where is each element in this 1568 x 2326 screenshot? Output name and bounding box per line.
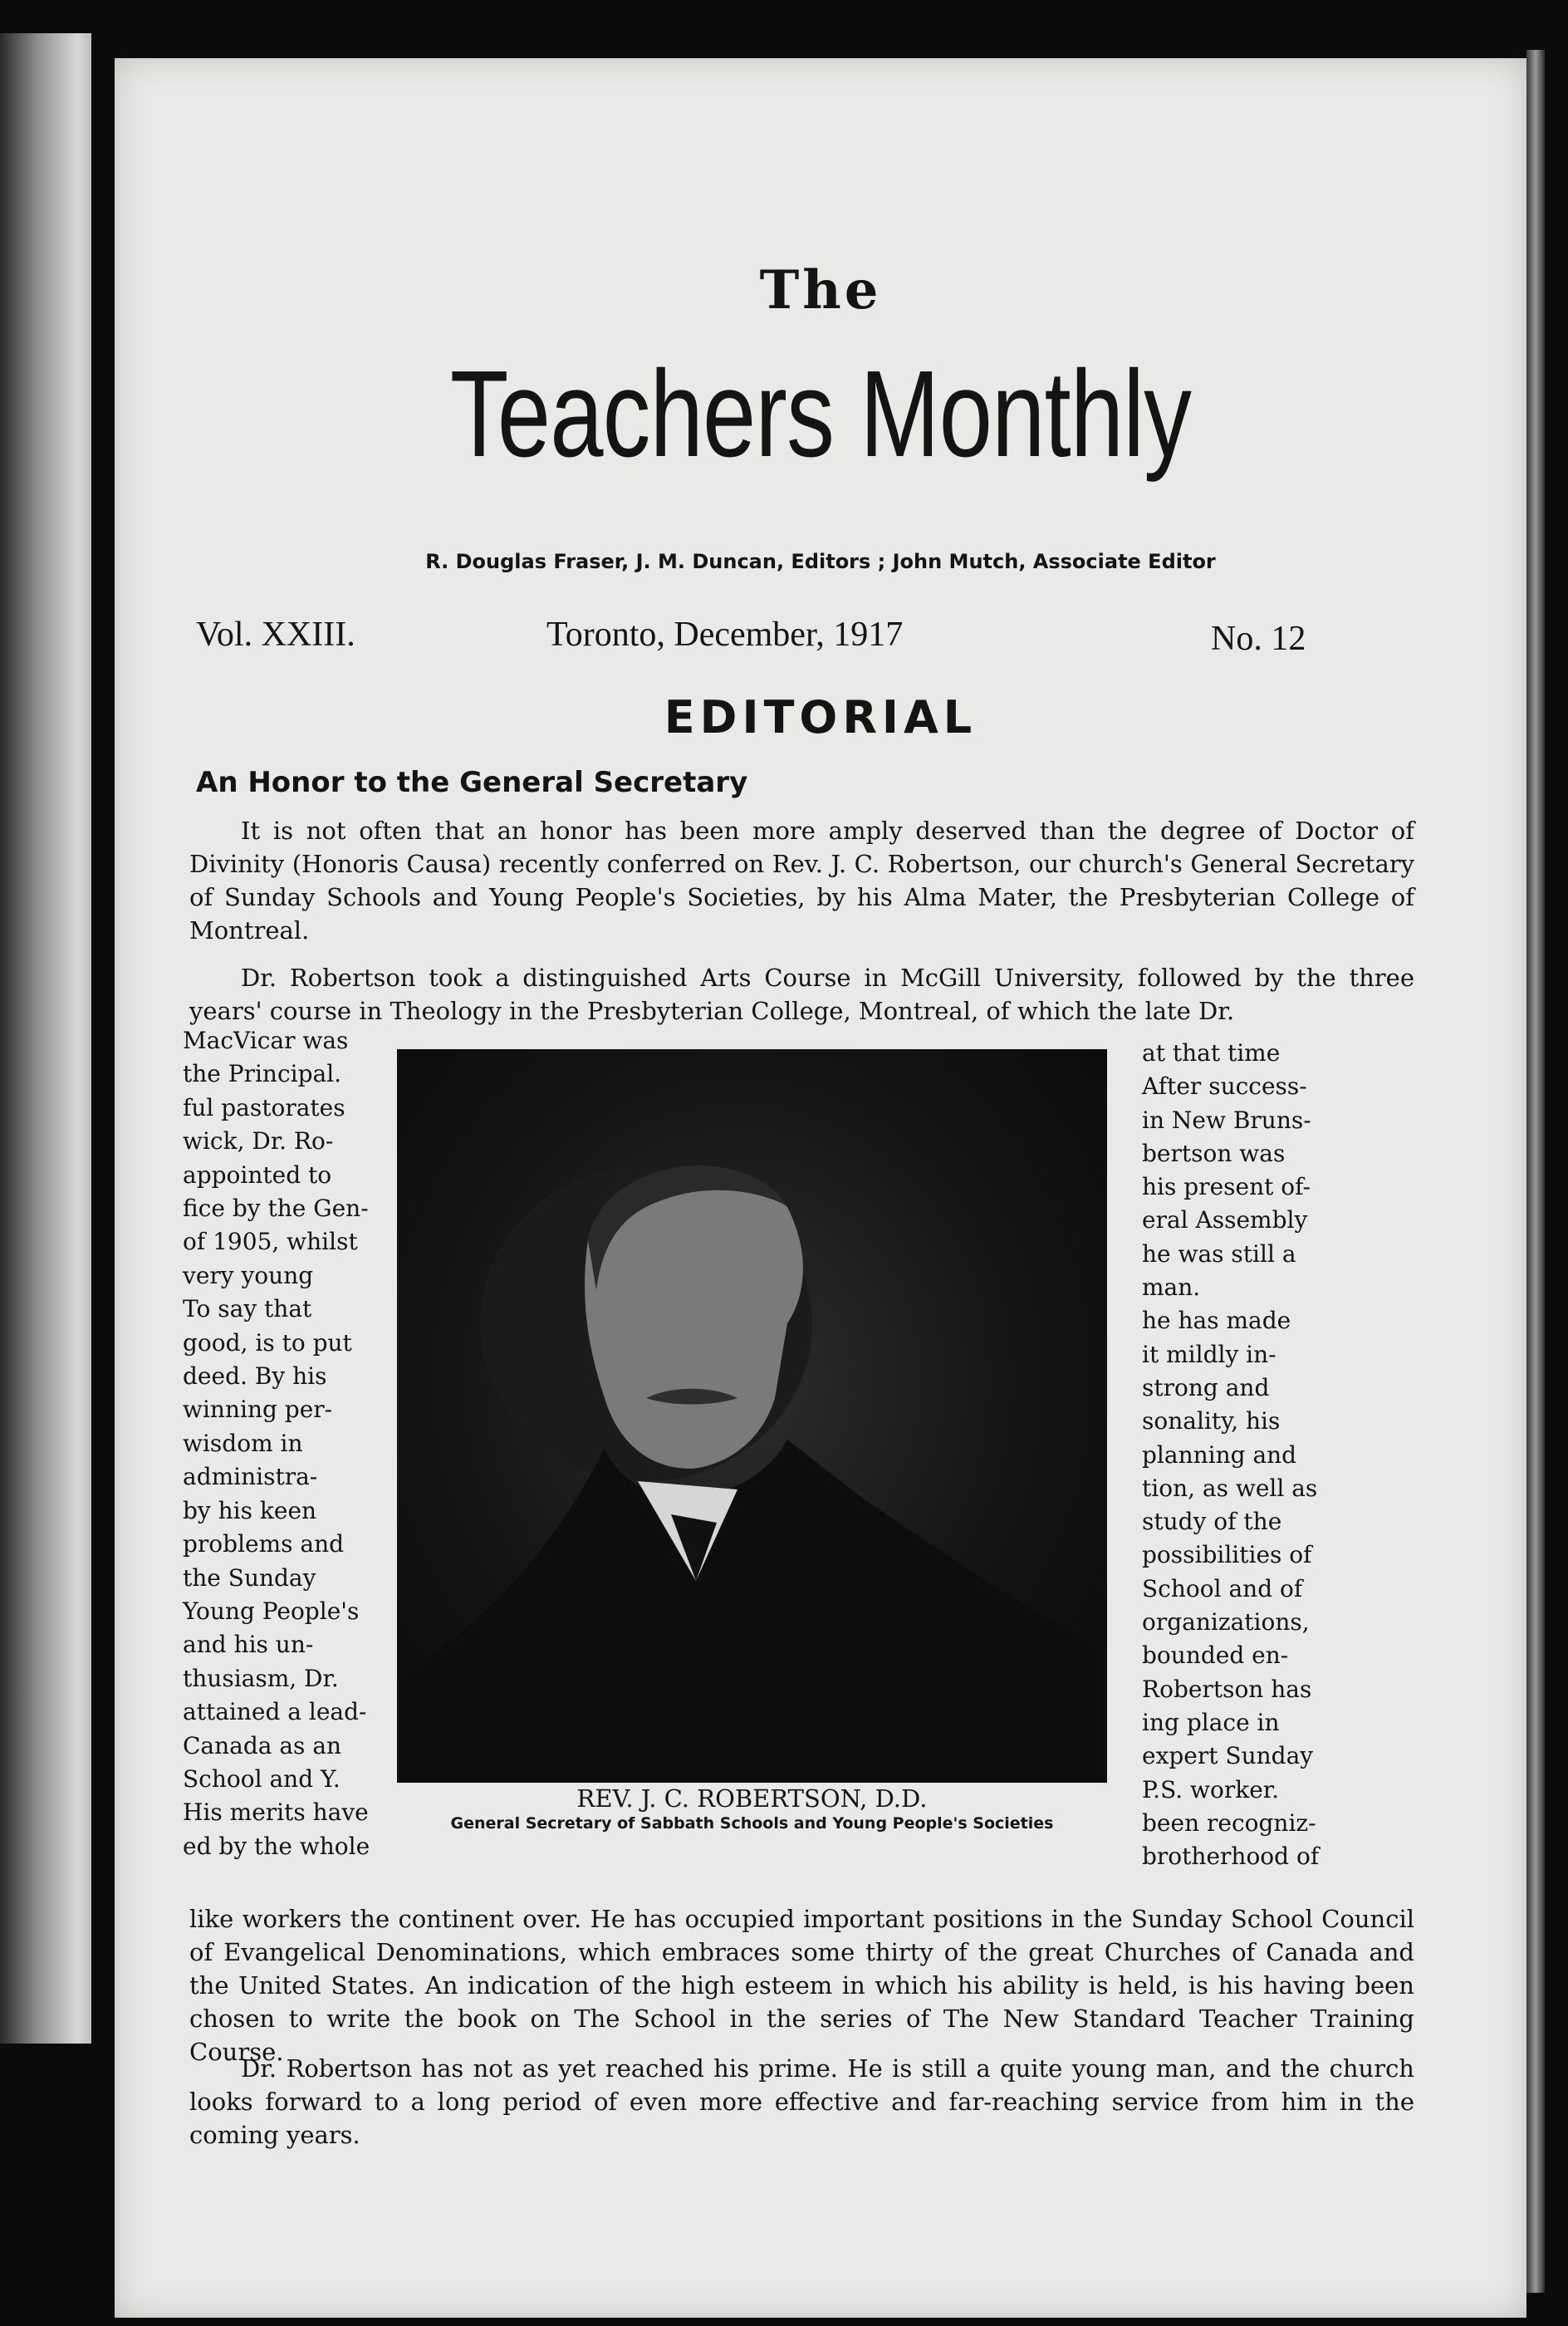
left-column-line: deed. By his: [183, 1362, 327, 1391]
right-column-line: bounded en-: [1142, 1641, 1289, 1670]
right-column-line: tion, as well as: [1142, 1474, 1318, 1502]
right-column-line: possibilities of: [1142, 1541, 1312, 1569]
left-text-column: [183, 1024, 374, 1863]
right-column-line: organizations,: [1142, 1608, 1310, 1637]
right-column-line: he was still a: [1142, 1239, 1296, 1268]
article-paragraph-2-intro: Dr. Robertson took a distinguished Arts Course in McGill University, followed by the three years' course in Theology in the Presbyterian College, Montreal, of which the late Dr.: [189, 964, 1414, 1025]
photo-subcaption: General Secretary of Sabbath Schools and Young People's Societies: [450, 1814, 1054, 1833]
left-column-line: thusiasm, Dr.: [183, 1664, 339, 1692]
article-paragraph-1: It is not often that an honor has been more amply deserved than the degree of Doctor of Divinity (Honoris Causa) recently conferred on Rev. J. C. Robertson, our church's General Secretary of Sunday Schools and Young People's Societies, by his Alma Mater, the Presbyterian College of Montreal.: [189, 817, 1414, 945]
left-column-line: and his un-: [183, 1631, 314, 1659]
right-column-line: P.S. worker.: [1142, 1775, 1280, 1803]
right-column-line: strong and: [1142, 1373, 1270, 1401]
left-column-line: by his keen: [183, 1496, 317, 1524]
left-column-line: To say that: [183, 1295, 312, 1323]
right-column-line: planning and: [1142, 1440, 1297, 1469]
previous-page-edge: [0, 33, 91, 2044]
right-column-line: study of the: [1142, 1508, 1282, 1536]
article-paragraph-2-end: like workers the continent over. He has occupied important positions in the Sunday School Council of Evangelical Denominations, which embraces some thirty of the great Churches of Canada and the United States. An indication of the high esteem in which his ability is held, is his having been chosen to write the book on The School in the series of The New Standard Teacher Training Course.: [189, 1905, 1414, 2066]
masthead-article: The: [759, 259, 882, 321]
photo-caption: REV. J. C. ROBERTSON, D.D.: [576, 1784, 928, 1813]
right-column-line: brotherhood of: [1142, 1843, 1320, 1871]
left-column-line: winning per-: [183, 1396, 333, 1424]
issue-number: No. 12: [1211, 620, 1306, 658]
left-column-line: problems and: [183, 1530, 345, 1558]
issue-place-date: Toronto, December, 1917: [546, 616, 904, 654]
left-column-line: MacVicar was: [183, 1027, 349, 1054]
right-column-line: at that time: [1142, 1039, 1281, 1067]
right-column-line: eral Assembly: [1142, 1206, 1308, 1234]
magazine-page: [115, 58, 1526, 2318]
left-column-line: the Sunday: [183, 1563, 316, 1592]
left-column-line: the Principal.: [183, 1060, 342, 1088]
right-column-line: sonality, his: [1142, 1407, 1281, 1435]
left-column-line: Canada as an: [183, 1731, 342, 1759]
left-column-line: very young: [183, 1261, 314, 1289]
right-column-line: his present of-: [1142, 1173, 1311, 1201]
right-column-line: it mildly in-: [1142, 1340, 1276, 1368]
left-column-line: wisdom in: [183, 1429, 303, 1457]
left-column-line: administra-: [183, 1463, 318, 1491]
right-text-column: [1142, 1037, 1333, 1873]
masthead-editors: R. Douglas Fraser, J. M. Duncan, Editors ; John Mutch, Associate Editor: [425, 550, 1216, 573]
right-column-line: School and of: [1142, 1574, 1303, 1602]
right-column-line: he has made: [1142, 1307, 1291, 1335]
left-column-line: Young People's: [183, 1597, 360, 1625]
right-column-line: man.: [1142, 1273, 1201, 1302]
left-column-line: attained a lead-: [183, 1698, 367, 1726]
right-column-line: bertson was: [1142, 1139, 1286, 1167]
section-heading: EDITORIAL: [664, 691, 978, 743]
article-title: An Honor to the General Secretary: [196, 766, 748, 799]
portrait-photo: [397, 1049, 1107, 1783]
issue-volume: Vol. XXIII.: [196, 616, 355, 654]
right-column-line: been recogniz-: [1142, 1808, 1316, 1837]
right-column-line: Robertson has: [1142, 1675, 1312, 1703]
left-column-line: ful pastorates: [183, 1093, 345, 1121]
left-column-line: fice by the Gen-: [183, 1195, 369, 1223]
right-column-line: expert Sunday: [1142, 1742, 1314, 1770]
right-column-line: ing place in: [1142, 1708, 1280, 1736]
left-column-line: School and Y.: [183, 1764, 341, 1793]
article-paragraph-3: Dr. Robertson has not as yet reached his prime. He is still a quite young man, and the church looks forward to a long period of even more effective and far-reaching service from him in the coming years.: [189, 2054, 1414, 2149]
right-column-line: in New Bruns-: [1142, 1106, 1311, 1134]
right-column-line: After success-: [1142, 1072, 1307, 1101]
left-column-line: of 1905, whilst: [183, 1228, 358, 1256]
book-binding-edge: [1526, 50, 1545, 2293]
left-column-line: wick, Dr. Ro-: [183, 1127, 334, 1156]
left-column-line: appointed to: [183, 1161, 332, 1189]
left-column-line: ed by the whole: [183, 1832, 370, 1860]
masthead-title: Teachers Monthly: [449, 346, 1192, 483]
left-column-line: good, is to put: [183, 1328, 352, 1357]
left-column-line: His merits have: [183, 1798, 369, 1827]
